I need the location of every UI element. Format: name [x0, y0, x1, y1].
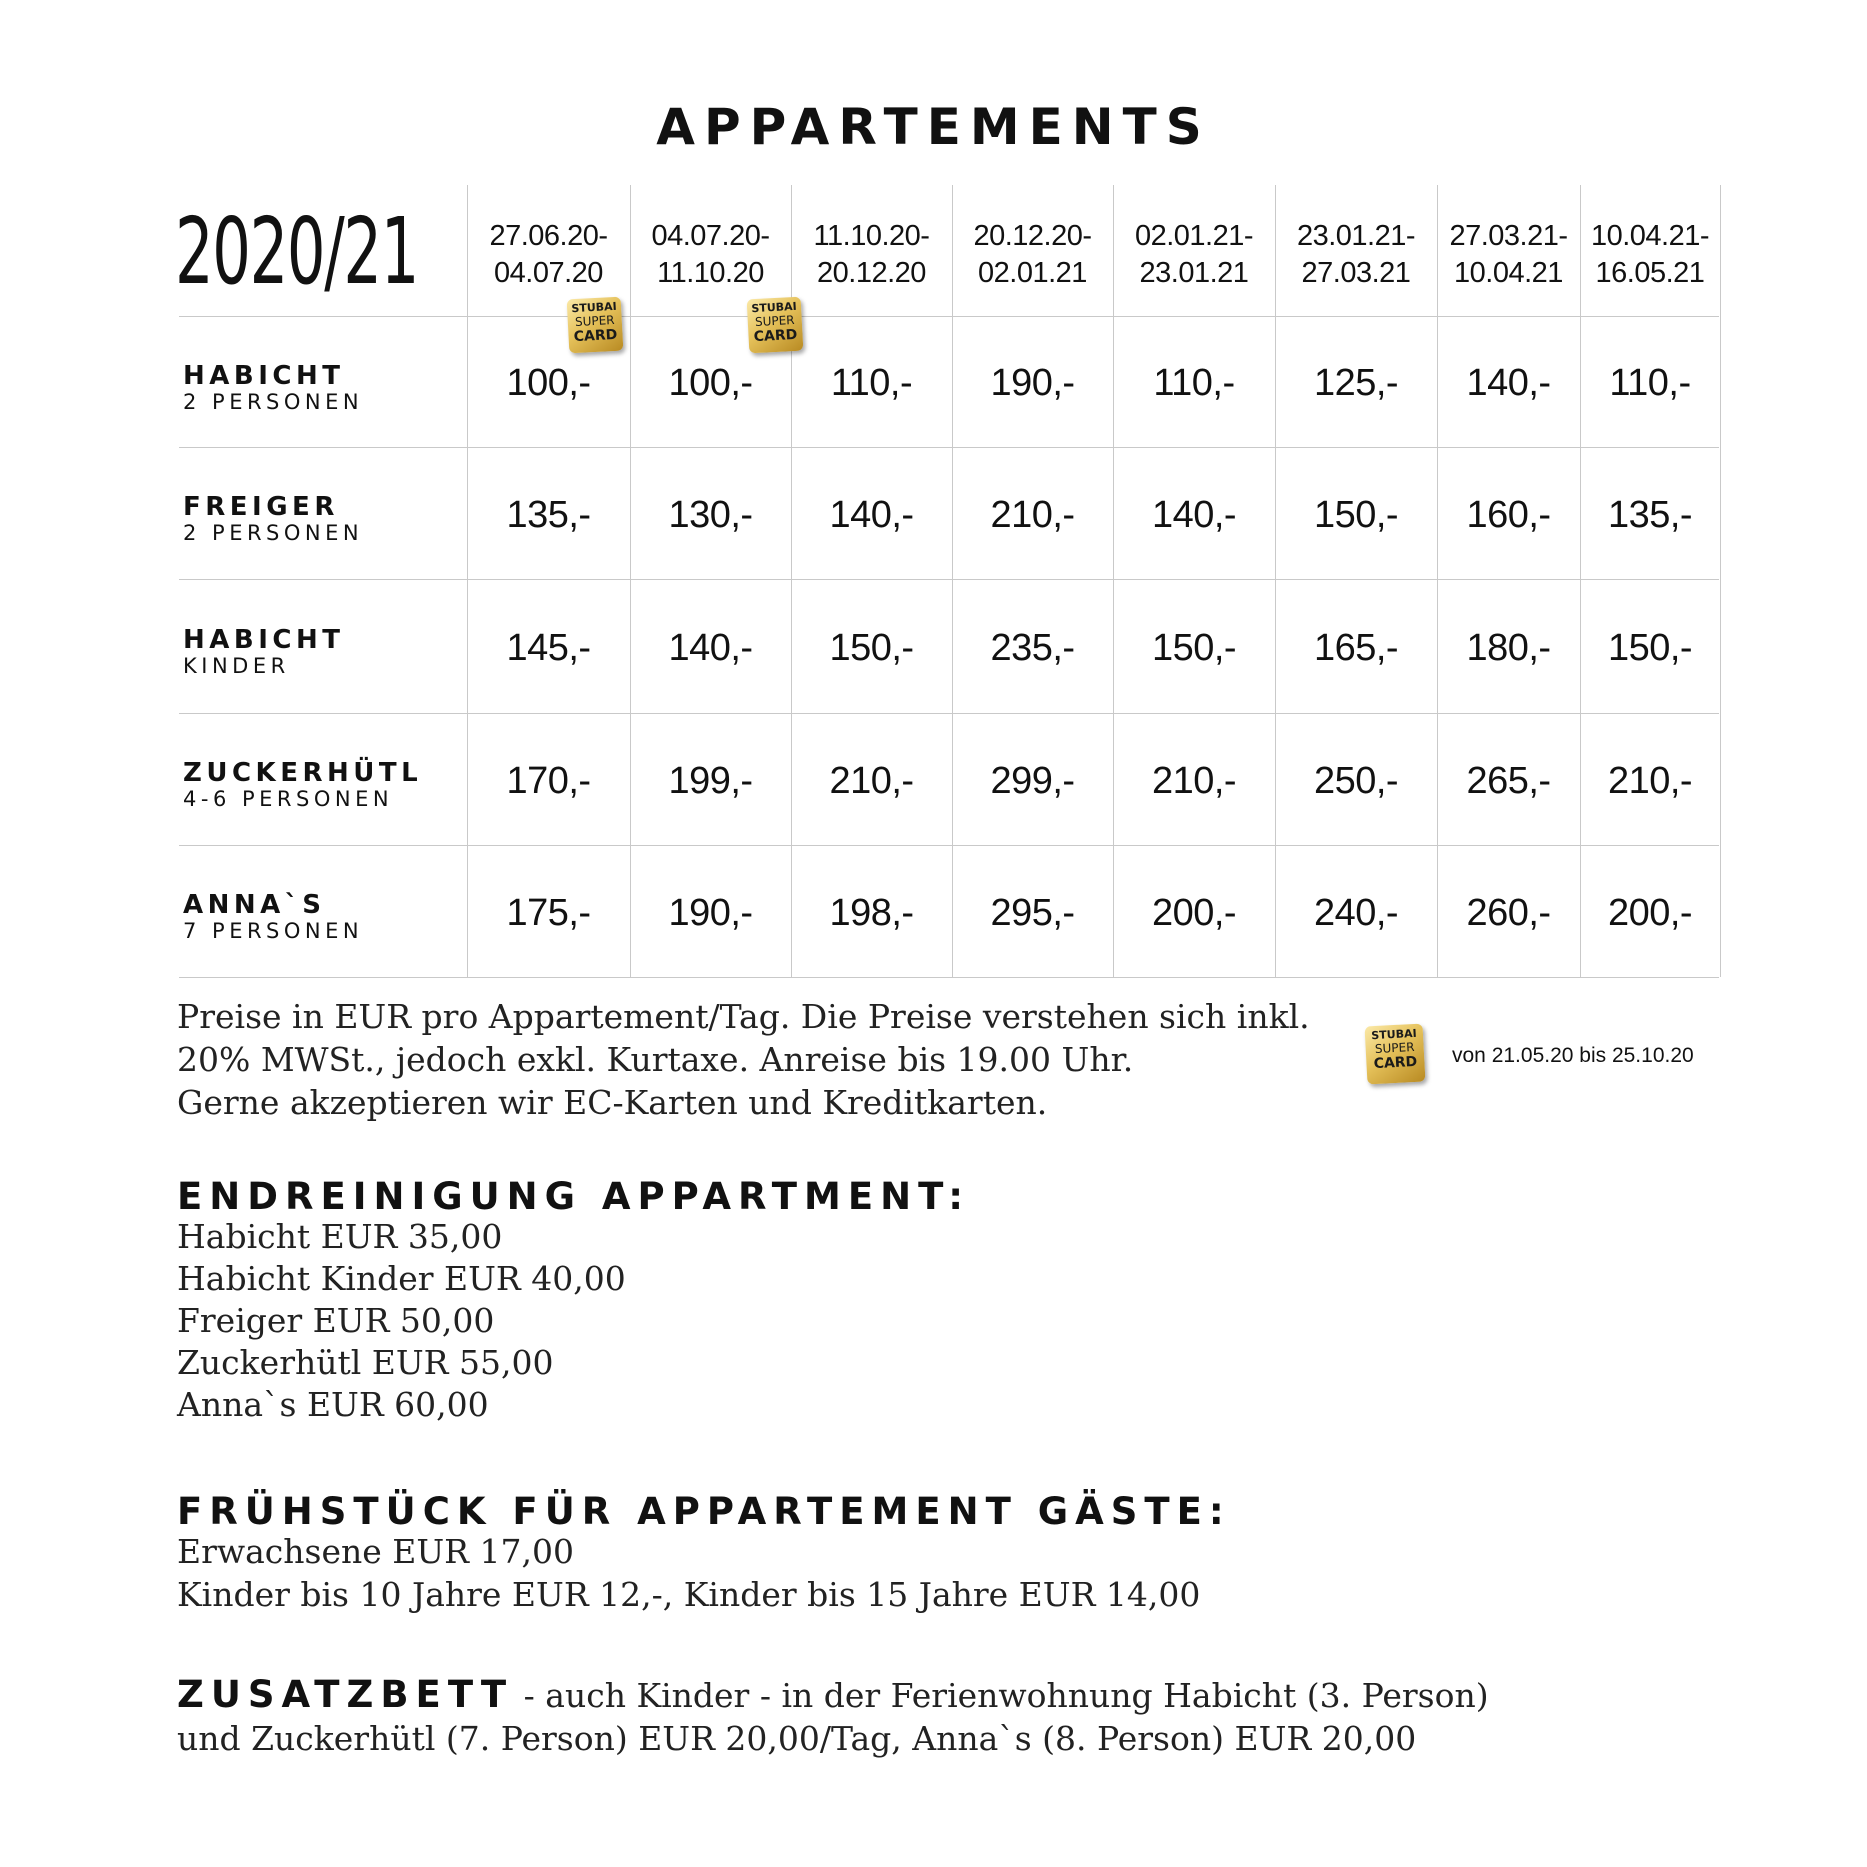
- list-item: Habicht EUR 35,00: [177, 1217, 503, 1256]
- apartment-name: ANNA`S: [183, 890, 326, 920]
- extra-bed-heading: ZUSATZBETT: [177, 1673, 514, 1716]
- list-item: Habicht Kinder EUR 40,00: [177, 1259, 626, 1298]
- price-cell: 170,-: [506, 760, 591, 802]
- column-divider: [1113, 185, 1114, 977]
- price-cell: 150,-: [1151, 627, 1237, 669]
- period-header: 02.01.21- 23.01.21: [1134, 220, 1254, 289]
- price-cell: 210,-: [990, 494, 1075, 536]
- apartment-name: HABICHT: [183, 361, 345, 391]
- apartment-capacity: 4-6 PERSONEN: [183, 787, 394, 811]
- price-cell: 100,-: [668, 362, 753, 404]
- season-label: 2020/21: [175, 198, 419, 305]
- price-cell: 180,-: [1466, 627, 1551, 669]
- list-item: Freiger EUR 50,00: [177, 1301, 495, 1340]
- price-cell: 190,-: [668, 892, 753, 934]
- note-line: Preise in EUR pro Appartement/Tag. Die Preise verstehen sich inkl.: [177, 997, 1310, 1036]
- column-divider: [467, 185, 468, 977]
- price-cell: 110,-: [1609, 362, 1691, 404]
- price-cell: 100,-: [506, 362, 591, 404]
- column-divider: [1580, 185, 1581, 977]
- price-cell: 135,-: [506, 494, 591, 536]
- note-line: 20% MWSt., jedoch exkl. Kurtaxe. Anreise bis 19.00 Uhr.: [177, 1040, 1134, 1079]
- row-divider: [179, 447, 1719, 448]
- extra-bed-section: [177, 1673, 1489, 1760]
- breakfast-heading: FRÜHSTÜCK FÜR APPARTEMENT GÄSTE:: [177, 1490, 1231, 1533]
- stubai-super-card-icon: STUBAI SUPER CARD: [747, 297, 804, 354]
- row-divider: [179, 977, 1719, 978]
- period-header: 27.03.21- 10.04.21: [1449, 220, 1568, 289]
- list-item: Zuckerhütl EUR 55,00: [177, 1343, 554, 1382]
- extra-bed-line: und Zuckerhütl (7. Person) EUR 20,00/Tag, Anna`s (8. Person) EUR 20,00: [177, 1719, 1417, 1758]
- price-cell: 250,-: [1313, 760, 1399, 802]
- extra-bed-text: - auch Kinder - in der Ferienwohnung Habicht (3. Person): [513, 1676, 1489, 1715]
- price-cell: 299,-: [990, 760, 1075, 802]
- price-cell: 175,-: [506, 892, 591, 934]
- price-cell: 235,-: [990, 627, 1075, 669]
- cleaning-heading: ENDREINIGUNG APPARTMENT:: [177, 1175, 971, 1218]
- apartment-capacity: 7 PERSONEN: [183, 919, 364, 943]
- price-cell: 260,-: [1466, 892, 1551, 934]
- price-cell: 295,-: [990, 892, 1075, 934]
- cleaning-list: [177, 1216, 626, 1426]
- apartment-capacity: 2 PERSONEN: [183, 390, 364, 414]
- price-cell: 140,-: [668, 627, 753, 669]
- row-divider: [179, 316, 1719, 317]
- list-item: Erwachsene EUR 17,00: [177, 1532, 574, 1571]
- extra-bed-line: [177, 1673, 1489, 1717]
- price-cell: 140,-: [829, 494, 914, 536]
- period-header: 20.12.20- 02.01.21: [973, 220, 1092, 289]
- price-cell: 210,-: [1151, 760, 1237, 802]
- price-cell: 198,-: [829, 892, 914, 934]
- price-cell: 200,-: [1607, 892, 1693, 934]
- column-divider: [1275, 185, 1276, 977]
- price-cell: 150,-: [829, 627, 914, 669]
- apartment-name: ZUCKERHÜTL: [183, 758, 423, 788]
- price-cell: 210,-: [829, 760, 914, 802]
- price-cell: 160,-: [1466, 494, 1551, 536]
- price-cell: 199,-: [668, 760, 753, 802]
- price-cell: 145,-: [506, 627, 591, 669]
- apartment-capacity: KINDER: [183, 654, 290, 678]
- apartment-name: FREIGER: [183, 492, 339, 522]
- column-divider: [952, 185, 953, 977]
- apartment-name: HABICHT: [183, 625, 345, 655]
- price-cell: 240,-: [1313, 892, 1399, 934]
- list-item: Kinder bis 10 Jahre EUR 12,-, Kinder bis 15 Jahre EUR 14,00: [177, 1575, 1201, 1614]
- price-cell: 110,-: [1153, 362, 1235, 404]
- price-cell: 210,-: [1607, 760, 1693, 802]
- price-cell: 140,-: [1151, 494, 1237, 536]
- column-divider: [1720, 185, 1721, 977]
- price-cell: 140,-: [1466, 362, 1551, 404]
- period-header: 11.10.20- 20.12.20: [813, 220, 930, 289]
- row-divider: [179, 579, 1719, 580]
- note-line: Gerne akzeptieren wir EC-Karten und Kreditkarten.: [177, 1083, 1048, 1122]
- price-cell: 135,-: [1607, 494, 1693, 536]
- price-cell: 130,-: [668, 494, 753, 536]
- period-header: 27.06.20- 04.07.20: [489, 220, 608, 289]
- price-notes: [177, 995, 1310, 1124]
- row-divider: [179, 713, 1719, 714]
- stubai-super-card-icon: STUBAI SUPER CARD: [567, 297, 624, 354]
- price-cell: 150,-: [1607, 627, 1693, 669]
- price-cell: 110,-: [830, 362, 913, 404]
- list-item: Anna`s EUR 60,00: [177, 1385, 489, 1424]
- breakfast-list: [177, 1530, 1200, 1616]
- super-card-validity: von 21.05.20 bis 25.10.20: [1452, 1044, 1694, 1067]
- stubai-super-card-icon: STUBAI SUPER CARD: [1365, 1024, 1426, 1085]
- apartment-capacity: 2 PERSONEN: [183, 521, 364, 545]
- price-cell: 265,-: [1466, 760, 1551, 802]
- price-cell: 190,-: [990, 362, 1075, 404]
- period-header: 04.07.20- 11.10.20: [651, 220, 770, 289]
- price-cell: 150,-: [1313, 494, 1399, 536]
- page-title: APPARTEMENTS: [656, 98, 1211, 156]
- column-divider: [1437, 185, 1438, 977]
- price-cell: 165,-: [1313, 627, 1399, 669]
- period-header: 23.01.21- 27.03.21: [1296, 220, 1416, 289]
- row-divider: [179, 845, 1719, 846]
- price-cell: 125,-: [1313, 362, 1399, 404]
- price-cell: 200,-: [1151, 892, 1237, 934]
- period-header: 10.04.21- 16.05.21: [1590, 220, 1710, 289]
- column-divider: [630, 185, 631, 977]
